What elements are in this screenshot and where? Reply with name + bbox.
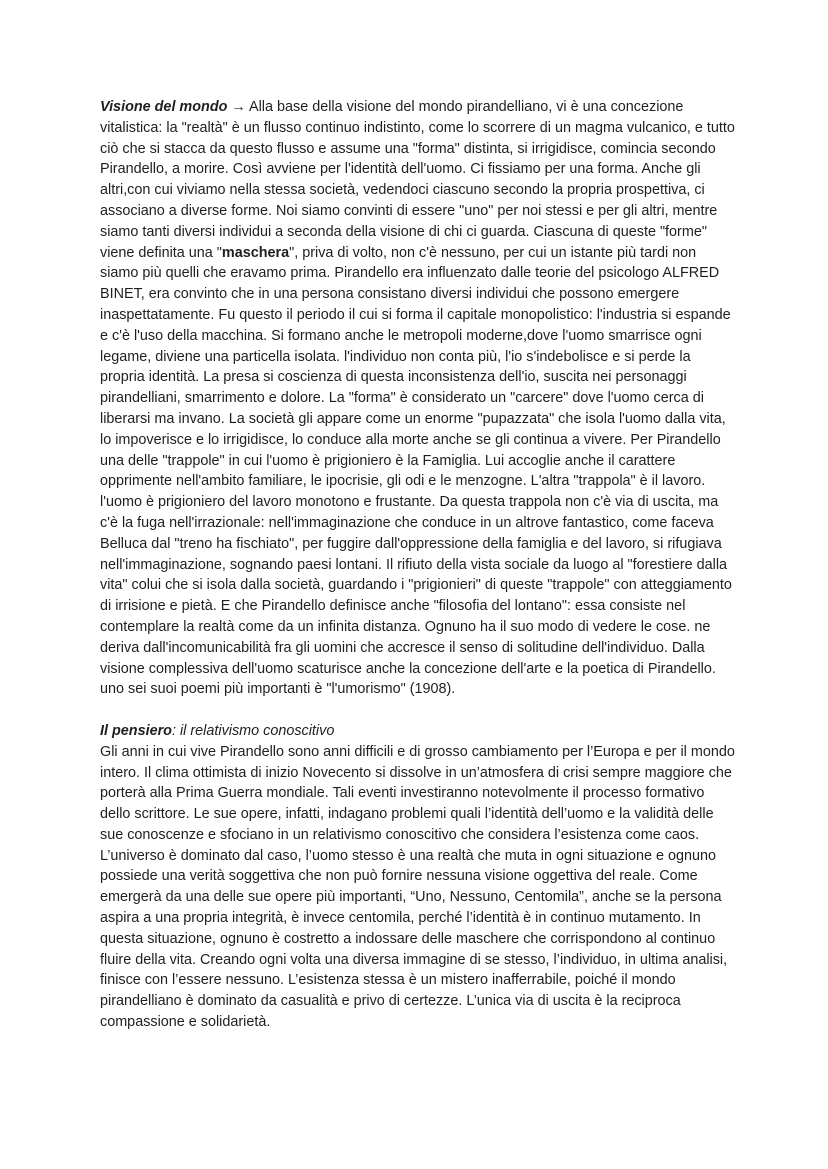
section-visione-heading: Visione del mondo [100, 99, 228, 115]
document-page [100, 97, 736, 1033]
section-visione-paragraph [100, 97, 736, 700]
arrow-symbol: → [227, 99, 249, 115]
section-pensiero-subtitle: : il relativismo conoscitivo [171, 722, 335, 739]
visione-text-b: ", priva di volto, non c'è nessuno, per cui un istante più tardi non siamo più quelli che eravamo prima. Pirandello era influenzato dalle teorie del psicologo ALFRED BINET, era convinto che in una persona consistano diversi individui che possono emergere inaspettatamente. Fu questo il periodo il cui si forma il capitale monopolistico: l'industria si espande e c'è l'uso della macchina. Si formano anche le metropoli moderne,dove l'uomo smarrisce ogni legame, diviene una particella isolata. l'individuo non conta più, l'io s'indebolisce e si perde la propria identità. La presa si coscienza di questa inconsistenza dell'io, suscita nei personaggi pirandelliani, smarrimento e dolore. La "forma" è considerato un "carcere" dove l'uomo cerca di liberarsi ma invano. La società gli appare come un enorme "pupazzata" che isola l'uomo dalla vita, lo impoverisce e lo irrigidisce, lo conduce alla morte anche se gli continua a vivere. Per Pirandello una delle "trappole" in cui l'uomo è prigioniero è la Famiglia. Lui accoglie anche il carattere opprimente nell'ambito familiare, le ipocrisie, gli odi e le menzogne. L'altra "trappola" è il lavoro. l'uomo è prigioniero del lavoro monotono e frustante. Da questa trappola non c'è via di uscita, ma c'è la fuga nell'irrazionale: nell'immaginazione che conduce in un altrove fantastico, come faceva Belluca dal "treno ha fischiato", per fuggire dall'oppressione della famiglia e del lavoro, si rifugiava nell'immaginazione, sognando paesi lontani. Il rifiuto della vista sociale da luogo al "forestiere dalla vita" colui che si isola dalla società, guardando i "prigionieri" di queste "trappole" con atteggiamento di irrisione e pietà. E che Pirandello definisce anche "filosofia del lontano": essa consiste nel contemplare la realtà come da un infinita distanza. Ognuno ha il suo modo di vedere le cose. ne deriva dall'incomunicabilità fra gli uomini che accresce il senso di solitudine dell'individuo. Dalla visione complessiva dell'uomo scaturisce anche la concezione dell'arte e la poetica di Pirandello. uno sei suoi poemi più importanti è "l'umorismo" (1908). [100, 244, 732, 698]
maschera-term: maschera [221, 244, 290, 261]
section-pensiero-title-line [100, 721, 736, 742]
section-pensiero-paragraph: Gli anni in cui vive Pirandello sono anni difficili e di grosso cambiamento per l’Europa e per il mondo intero. Il clima ottimista di inizio Novecento si dissolve in un’atmosfera di crisi sempre maggiore che porterà alla Prima Guerra mondiale. Tali eventi investiranno notevolmente il processo formativo dello scrittore. Le sue opere, infatti, indagano problemi quali l’identità dell’uomo e la validità delle sue conoscenze e sfociano in un relativismo conoscitivo che considera l’esistenza come caos. L’universo è dominato dal caso, l’uomo stesso è una realtà che muta in ogni situazione e ognuno possiede una verità soggettiva che non può fornire nessuna visione oggettiva del reale. Come emergerà da una delle sue opere più importanti, “Uno, Nessuno, Centomila”, anche se la persona aspira a una propria integrità, è invece centomila, perché l’identità è in continuo mutamento. In questa situazione, ognuno è costretto a indossare delle maschere che corrispondono al continuo fluire della vita. Creando ogni volta una diversa immagine di se stesso, l’individuo, in ultima analisi, finisce con l’essere nessuno. L’esistenza stessa è un mistero inafferrabile, poiché il mondo pirandelliano è dominato da casualità e privo di certezze. L’unica via di uscita è la reciproca compassione e solidarietà. [100, 743, 735, 1031]
visione-text-a: Alla base della visione del mondo pirandelliano, vi è una concezione vitalistica: la "realtà" è un flusso continuo indistinto, come lo scorrere di un magma vulcanico, e tutto ciò che si stacca da questo flusso e assume una "forma" distinta, si irrigidisce, comincia secondo Pirandello, a morire. Così avviene per l'identità dell'uomo. Ci fissiamo per una forma. Anche gli altri,con cui viviamo nella stessa società, vedendoci ciascuno secondo la propria prospettiva, ci associano a diverse forme. Noi siamo convinti di essere "uno" per noi stessi e per gli altri, mentre siamo tanti diversi individui a seconda della visione di chi ci guarda. Ciascuna di queste "forme" viene definita una " [100, 99, 735, 261]
paragraph-gap [100, 700, 736, 721]
section-pensiero-heading: Il pensiero [100, 722, 172, 739]
